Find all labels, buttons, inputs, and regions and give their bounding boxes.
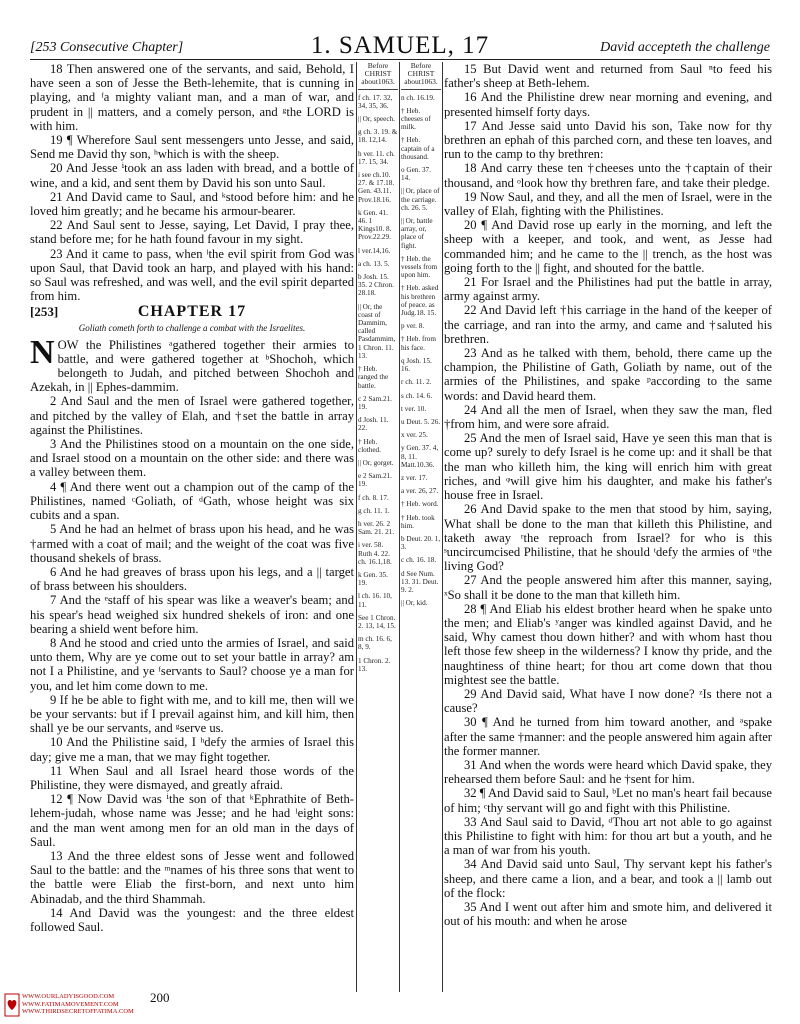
margin-note: i see ch.10. 27. & 17.18. Gen. 43.11. Prov.18.16.	[358, 171, 395, 204]
verse-paragraph: 24 And all the men of Israel, when they saw the man, fled †from him, and were sore afraid.	[444, 402, 772, 432]
verse-paragraph: 13 And the three eldest sons of Jesse went and followed Saul to the battle: and the ᵐnames of his three sons that went to the battle were Eliab the first-born, and next unto him Abinadab, and the third Shammah.	[30, 848, 354, 906]
verse-paragraph: 20 ¶ And David rose up early in the morning, and left the sheep with a keeper, and took, and went, as Jesse had commanded him; and he came to the || trench, as the host was going forth to the || fight, and shouted for the battle.	[444, 218, 772, 275]
margin-note: s ch. 14. 6.	[401, 391, 433, 400]
margin-note: † Heb. ranged the battle.	[358, 365, 389, 390]
margin-note: n ch. 16.19.	[401, 93, 435, 102]
margin-date-header: Before CHRIST about1063.	[401, 62, 441, 90]
book-chapter-title: 1. SAMUEL, 17	[310, 32, 490, 59]
margin-note: y Gen. 37. 4, 8, 11. Matt.10.36.	[401, 444, 439, 469]
right-text-column	[444, 62, 772, 928]
margin-notes-list	[401, 94, 441, 608]
column-divider-left	[356, 62, 357, 992]
verse-paragraph: 26 And David spake to the men that stood by him, saying, What shall be done to the man that killeth this Philistine, and taketh away ʳthe reproach from Israel? for who is this ˢuncircumcised Philistine, that he should ᵗdefy the armies of ᵘthe living God?	[444, 502, 772, 574]
margin-note: r ch. 11. 2.	[401, 378, 432, 387]
verse-paragraph: 33 And Saul said to David, ᵈThou art not able to go against this Philistine to fight with him: for thou art but a youth, and he a man of war from his youth.	[444, 814, 772, 858]
verse-paragraph: 17 And Jesse said unto David his son, Take now for thy brethren an ephah of this parched corn, and these ten loaves, and run to the camp to thy brethren:	[444, 118, 772, 162]
margin-note: k Gen. 35. 19.	[358, 570, 388, 588]
margin-note: c 2 Sam.21. 19.	[358, 394, 392, 411]
first-verse-text: OW the Philistines ᵃgathered together their armies to battle, and were gathered together at ᵇShochoh, which belongeth to Judah, and pitched between Shochoh and Azekah, in || Ephes-dammim.	[30, 337, 354, 395]
margin-note: x ver. 25.	[401, 431, 428, 440]
consecutive-chapter-number: [253]	[30, 304, 59, 320]
verse-paragraph: 8 And he stood and cried unto the armies of Israel, and said unto them, Why are ye come out to set your battle in array? am not I a Philistine, and ye ᶠservants to Saul? choose ye a man for you, and let him come down to me.	[30, 635, 354, 693]
verse-paragraph: 27 And the people answered him after this manner, saying, ˣSo shall it be done to the man that killeth him.	[444, 573, 772, 602]
margin-note: l ver.14,16.	[358, 246, 391, 255]
margin-note: p ver. 8.	[401, 322, 425, 331]
column-divider-middle	[399, 62, 400, 992]
verse-paragraph: 28 ¶ And Eliab his eldest brother heard when he spake unto the men; and Eliab's ʸanger was kindled against David, and he said, Why camest thou down hither? and with whom hast thou left those few sheep in the wilderness? I know thy pride, and the naughtiness of thine heart; for thou art come down that thou mightest see the battle.	[444, 601, 772, 687]
margin-note: † Heb. took him.	[401, 513, 435, 530]
margin-note: m ch. 16. 6, 8, 9.	[358, 635, 392, 652]
verse-paragraph: 18 And carry these ten †cheeses unto the †captain of their thousand, and ᵒlook how thy brethren fare, and take their pledge.	[444, 161, 772, 190]
verse-paragraph: 9 If he be able to fight with me, and to kill me, then will we be your servants: but if I prevail against him, and kill him, then shall ye be our servants, and ᵍserve us.	[30, 692, 354, 736]
margin-note: f ch. 17. 32, 34, 35, 36.	[358, 93, 393, 110]
margin-note: c ch. 16. 18.	[401, 556, 437, 565]
verse-paragraph: 19 Now Saul, and they, and all the men of Israel, were in the valley of Elah, fighting with the Philistines.	[444, 189, 772, 219]
margin-note: q Josh. 15. 16.	[401, 356, 432, 374]
margin-note: u Deut. 5. 26.	[401, 417, 441, 426]
verse-paragraph: 16 And the Philistine drew near morning and evening, and presented himself forty days.	[444, 90, 772, 119]
margin-note: o Gen. 37. 14.	[401, 166, 431, 183]
verse-paragraph: 30 ¶ And he turned from him toward another, and ᵃspake after the same †manner: and the people answered him again after the former manner.	[444, 715, 772, 758]
margin-note: See 1 Chron. 2. 13, 14, 15.	[358, 613, 396, 630]
margin-note: z ver. 17.	[401, 473, 428, 482]
verse-paragraph: 29 And David said, What have I now done? ᶻIs there not a cause?	[444, 686, 772, 716]
margin-note: † Heb. asked his brethren of peace. as Judg.18. 15.	[401, 284, 439, 318]
verses-after-chapter	[30, 394, 354, 934]
verse-paragraph: 11 When Saul and all Israel heard those words of the Philistine, they were dismayed, and greatly afraid.	[30, 763, 354, 792]
verse-paragraph: 4 ¶ And there went out a champion out of the camp of the Philistines, named ᶜGoliath, of ᵈGath, whose height was six cubits and a span.	[30, 479, 354, 523]
column-divider-right	[442, 62, 443, 992]
verse-paragraph: 3 And the Philistines stood on a mountain on the one side, and Israel stood on a mountain on the other side: and there was a valley between them.	[30, 437, 354, 480]
margin-note: d See Num. 13. 31. Deut. 9. 2.	[401, 569, 439, 594]
page-number: 200	[150, 990, 170, 1005]
verse-paragraph: 12 ¶ Now David was ⁱthe son of that ᵏEphrathite of Beth-lehem-judah, whose name was Jesse; and he had ˡeight sons: and the man went among men for an old man in the days of Saul.	[30, 792, 354, 849]
footer-link[interactable]: WWW.OURLADYISGOOD.COM	[22, 993, 115, 1000]
verse-paragraph: 7 And the ᵉstaff of his spear was like a weaver's beam; and his spear's head weighed six hundred shekels of iron: and one bearing a shield went before him.	[30, 593, 354, 636]
margin-note: || Or, place of the carriage. ch. 26. 5.	[401, 187, 440, 212]
margin-note: k Gen. 41. 46. 1 Kings10. 8. Prov.22.29.	[358, 208, 392, 242]
margin-note: a ver. 26, 27.	[401, 487, 439, 496]
margin-note: 1 Chron. 2. 13.	[358, 656, 391, 673]
verse-paragraph: 21 For Israel and the Philistines had put the battle in array, army against army.	[444, 275, 772, 304]
margin-note: † Heb. captain of a thousand.	[401, 136, 435, 161]
margin-note: d Josh. 11. 22.	[358, 416, 389, 433]
margin-date-header: Before CHRIST about1063.	[358, 62, 398, 90]
margin-note: h ver. 11. ch. 17. 15, 34.	[358, 149, 395, 166]
running-head-summary: David accepteth the challenge	[600, 40, 770, 55]
margin-note: || Or, kid.	[401, 599, 428, 608]
verses-before-chapter	[30, 62, 354, 303]
consecutive-chapter-label: [253 Consecutive Chapter]	[30, 40, 184, 55]
margin-note: f ch. 8. 17.	[358, 493, 389, 502]
footer-link[interactable]: WWW.FATIMAMOVEMENT.COM	[22, 1000, 119, 1008]
left-text-column	[30, 62, 354, 934]
verse-paragraph: 14 And David was the youngest: and the three eldest followed Saul.	[30, 905, 354, 934]
footer-link[interactable]: WWW.THIRDSECRETOFFATIMA.COM	[22, 1008, 134, 1015]
margin-references-b	[401, 62, 441, 612]
verse-paragraph: 34 And David said unto Saul, Thy servant kept his father's sheep, and there came a lion, and a bear, and took a || lamb out of the flock:	[444, 857, 772, 900]
margin-note: e 2 Sam.21. 19.	[358, 472, 392, 489]
margin-note: g ch. 11. 1.	[358, 506, 390, 515]
chapter-heading	[30, 305, 354, 321]
verse-paragraph: 35 And I went out after him and smote him, and delivered it out of his mouth: and when he arose	[444, 899, 772, 929]
margin-note: † Heb. word.	[401, 500, 439, 509]
verse-paragraph: 32 ¶ And David said to Saul, ᵇLet no man's heart fail because of him; ᶜthy servant will go and fight with this Philistine.	[444, 786, 772, 815]
footer-links	[22, 993, 134, 1016]
verse-paragraph: 23 And it came to pass, when ˡthe evil spirit from God was upon Saul, that David took an harp, and played with his hand: so Saul was refreshed, and was well, and the evil spirit departed from him.	[30, 246, 354, 304]
verse-paragraph: 21 And David came to Saul, and ᵏstood before him: and he loved him greatly; and he became his armour-bearer.	[30, 189, 354, 219]
verse-paragraph: 22 And Saul sent to Jesse, saying, Let David, I pray thee, stand before me; for he hath found favour in my sight.	[30, 218, 354, 247]
verse-paragraph: 5 And he had an helmet of brass upon his head, and he was †armed with a coat of mail; and the weight of the coat was five thousand shekels of brass.	[30, 522, 354, 565]
margin-note: t ver. 10.	[401, 404, 427, 413]
margin-note: || Or, battle array, or, place of fight.	[401, 217, 433, 250]
margin-notes-list	[358, 94, 398, 673]
margin-note: † Heb. the vessels from upon him.	[401, 254, 438, 280]
verse-paragraph: 23 And as he talked with them, behold, there came up the champion, the Philistine of Gath, Goliath by name, out of the armies of the Philistines, and spake ᵖaccording to the same words: and David heard them.	[444, 346, 772, 403]
chapter-first-verse	[30, 333, 354, 395]
margin-references-a	[358, 62, 398, 678]
page-header	[30, 32, 770, 60]
verse-paragraph: 22 And David left †his carriage in the hand of the keeper of the carriage, and ran into the army, and came and †saluted his brethren.	[444, 303, 772, 346]
heart-emblem-icon	[4, 993, 20, 1017]
margin-note: b Deut. 20. 1, 3.	[401, 534, 441, 552]
verse-paragraph: 25 And the men of Israel said, Have ye seen this man that is come up? surely to defy Israel is he come up: and it shall be that the man who killeth him, the king will enrich him with great riches, and ᵠwill give him his daughter, and make his father's house free in Israel.	[444, 431, 772, 503]
margin-note: † Heb. cheeses of milk.	[401, 106, 431, 132]
chapter-title: CHAPTER 17	[137, 303, 247, 321]
margin-note: h ver. 26. 2 Sam. 21. 21.	[358, 519, 395, 537]
verse-paragraph: 20 And Jesse ⁱtook an ass laden with bread, and a bottle of wine, and a kid, and sent them by David his son unto Saul.	[30, 161, 354, 190]
margin-note: || Or, the coast of Dammim, called Pasdammim, 1 Chron. 11. 13.	[358, 302, 396, 360]
margin-note: † Heb. from his face.	[401, 335, 436, 352]
margin-note: || Or, gorget.	[358, 458, 394, 467]
margin-note: a ch. 13. 5.	[358, 259, 390, 268]
chapter-summary: Goliath cometh forth to challenge a combat with the Israelites.	[78, 323, 306, 334]
verse-paragraph: 6 And he had greaves of brass upon his legs, and a || target of brass between his shoulders.	[30, 564, 354, 594]
margin-note: † Heb. clothed.	[358, 437, 381, 454]
verse-paragraph: 10 And the Philistine said, I ʰdefy the armies of Israel this day; give me a man, that we may fight together.	[30, 735, 354, 764]
margin-note: || Or, speech.	[358, 115, 395, 124]
drop-cap: N	[30, 333, 55, 371]
margin-note: g ch. 3. 19. & 18. 12,14.	[358, 128, 398, 145]
margin-note: l ch. 16. 10, 11.	[358, 592, 392, 609]
verse-paragraph: 2 And Saul and the men of Israel were gathered together, and pitched by the valley of Elah, and †set the battle in array against the Philistines.	[30, 394, 354, 437]
verse-paragraph: 15 But David went and returned from Saul ⁿto feed his father's sheep at Beth-lehem.	[444, 62, 772, 91]
verse-paragraph: 31 And when the words were heard which David spake, they rehearsed them before Saul: and he †sent for him.	[444, 757, 772, 787]
margin-note: i ver. 58. Ruth 4. 22. ch. 16.1,18.	[358, 541, 392, 566]
verse-paragraph: 19 ¶ Wherefore Saul sent messengers unto Jesse, and said, Send me David thy son, ʰwhich is with the sheep.	[30, 133, 354, 162]
margin-note: b Josh. 15. 35. 2 Chron. 28.18.	[358, 273, 394, 298]
verse-paragraph: 18 Then answered one of the servants, and said, Behold, I have seen a son of Jesse the Beth-lehemite, that is cunning in playing, and ᶠa mighty valiant man, and a man of war, and prudent in || matters, and a comely person, and ᵍthe LORD is with him.	[30, 62, 354, 133]
